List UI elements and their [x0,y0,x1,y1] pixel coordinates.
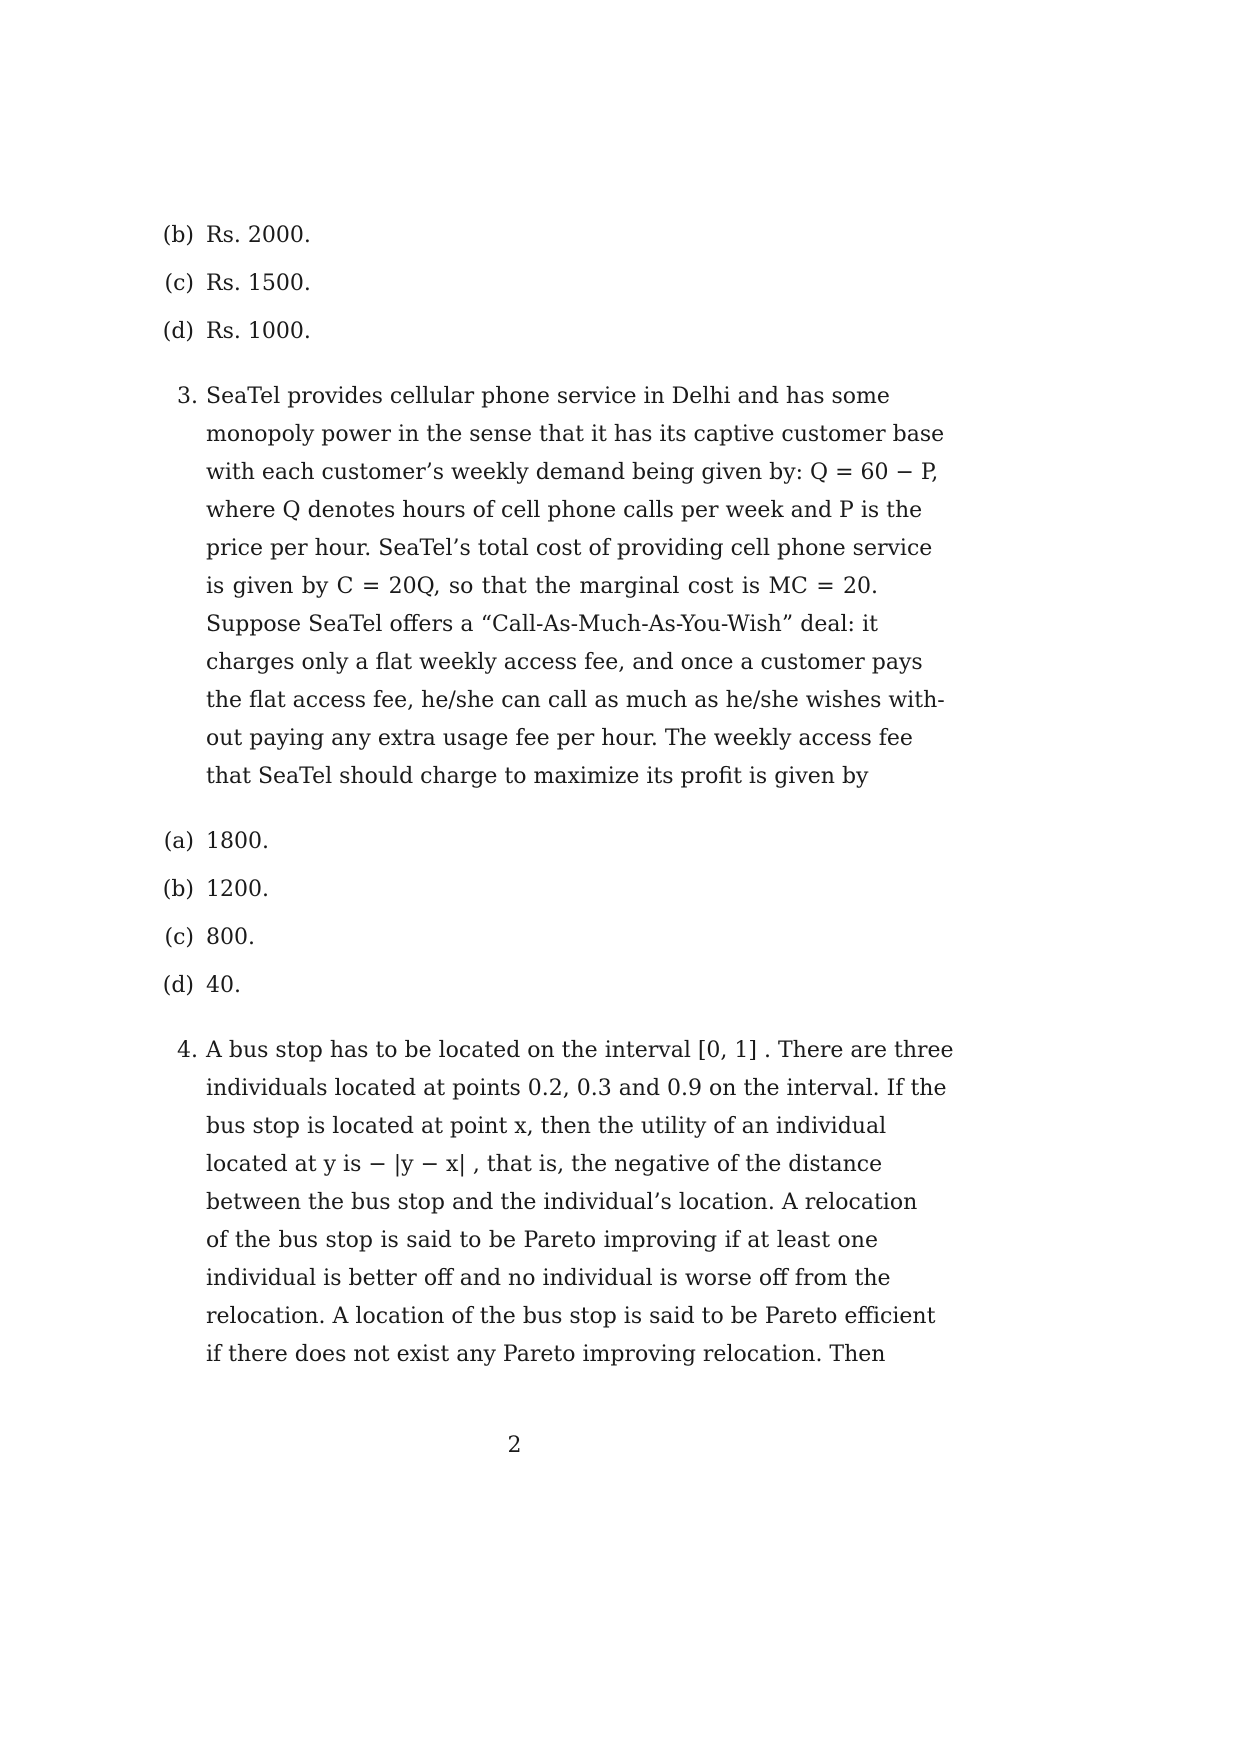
option-label: (b) [162,223,194,248]
q2-option-d [150,318,311,346]
q3-line: SeaTel provides cellular phone service in Delhi and has some [206,384,890,409]
option-text: 1800. [206,829,269,854]
q3-option-d [150,972,241,1000]
q3-option-b [150,876,269,904]
option-text: Rs. 2000. [206,223,311,248]
q4-line: individuals located at points 0.2, 0.3 and 0.9 on the interval. If the [206,1076,947,1101]
q4-line: individual is better off and no individual is worse off from the [206,1266,891,1291]
page-number: 2 [507,1433,522,1458]
q3-number: 3. [177,384,198,409]
option-text: 800. [206,925,255,950]
q4-number: 4. [177,1038,198,1063]
q4-line: bus stop is located at point x, then the utility of an individual [206,1114,887,1139]
option-label: (d) [162,973,194,998]
q4-line: if there does not exist any Pareto improving relocation. Then [206,1342,886,1367]
q4-line: located at y is − |y − x| , that is, the negative of the distance [206,1152,883,1177]
q4-line: of the bus stop is said to be Pareto improving if at least one [206,1228,878,1253]
q3-line: with each customer’s weekly demand being given by: Q = 60 − P, [206,460,939,485]
option-label: (c) [164,271,194,296]
option-text: Rs. 1500. [206,271,311,296]
option-text: 40. [206,973,241,998]
option-label: (a) [163,829,194,854]
q4-line: A bus stop has to be located on the interval [0, 1] . There are three [206,1038,954,1063]
q3-line: monopoly power in the sense that it has its captive customer base [206,422,945,447]
q3-line: Suppose SeaTel offers a “Call-As-Much-As-You-Wish” deal: it [206,612,878,637]
q3-option-c [150,924,255,952]
option-text: 1200. [206,877,269,902]
option-label: (b) [162,877,194,902]
q3-line: out paying any extra usage fee per hour. The weekly access fee [206,726,913,751]
q3-line: price per hour. SeaTel’s total cost of providing cell phone service [206,536,933,561]
q3-line: the flat access fee, he/she can call as much as he/she wishes with- [206,688,945,713]
q3-line: is given by C = 20Q, so that the marginal cost is MC = 20. [206,574,878,599]
option-label: (d) [162,319,194,344]
q4-line: between the bus stop and the individual’s location. A relocation [206,1190,918,1215]
q3-line: charges only a flat weekly access fee, and once a customer pays [206,650,923,675]
q3-option-a [150,828,269,856]
option-text: Rs. 1000. [206,319,311,344]
q2-option-c [150,270,311,298]
q3-line: where Q denotes hours of cell phone calls per week and P is the [206,498,923,523]
q4-line: relocation. A location of the bus stop is said to be Pareto efficient [206,1304,936,1329]
option-label: (c) [164,925,194,950]
q3-line: that SeaTel should charge to maximize its profit is given by [206,764,869,789]
q2-option-b [150,222,311,250]
